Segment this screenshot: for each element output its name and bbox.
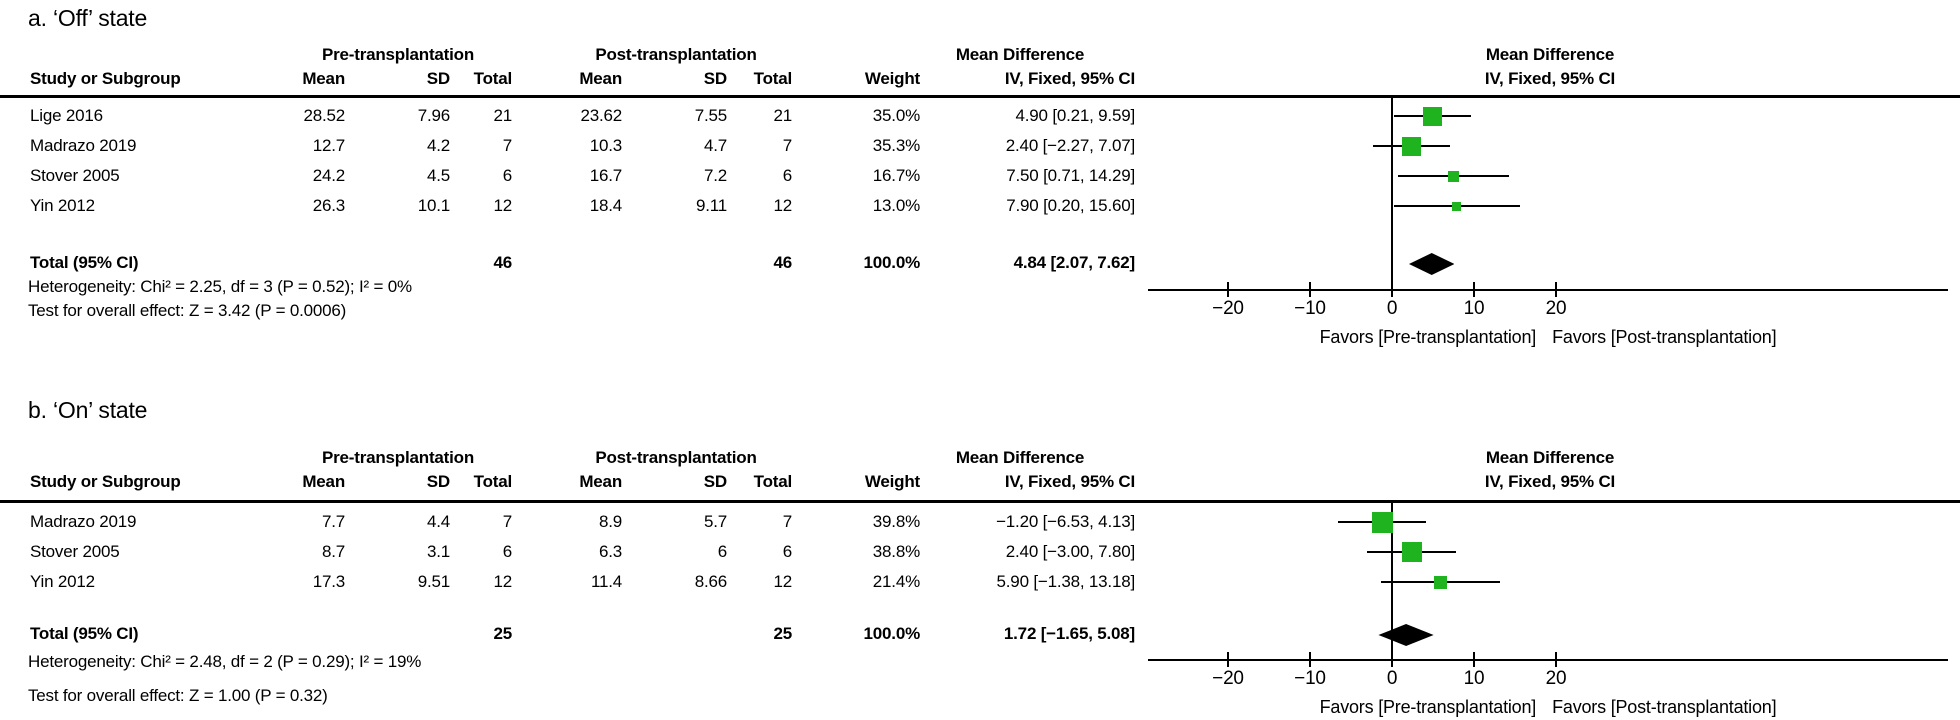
column-header-post-mean: Mean xyxy=(579,69,622,88)
cell-post-mean: 6.3 xyxy=(598,542,622,561)
column-header-pre-total: Total xyxy=(473,69,512,88)
cell-pre-total: 6 xyxy=(502,542,512,561)
cell-post-sd: 7.2 xyxy=(703,166,727,185)
study-name: Yin 2012 xyxy=(30,572,95,591)
cell-ci-text: 2.40 [−3.00, 7.80] xyxy=(1005,542,1135,561)
column-header-post-mean: Mean xyxy=(579,472,622,491)
overall-effect-text: Test for overall effect: Z = 3.42 (P = 0.0006) xyxy=(28,301,347,320)
cell-post-total: 12 xyxy=(773,196,792,215)
effect-square xyxy=(1434,576,1447,589)
cell-pre-mean: 17.3 xyxy=(312,572,345,591)
cell-ci-text: 7.90 [0.20, 15.60] xyxy=(1006,196,1135,215)
cell-pre-total: 12 xyxy=(493,572,512,591)
cell-post-mean: 16.7 xyxy=(589,166,622,185)
column-header-study: Study or Subgroup xyxy=(30,69,181,88)
cell-pre-sd: 3.1 xyxy=(426,542,450,561)
column-header-weight: Weight xyxy=(864,69,920,88)
cell-post-mean: 8.9 xyxy=(598,512,622,531)
cell-pre-total: 6 xyxy=(502,166,512,185)
axis-tick-label: −20 xyxy=(1212,298,1244,319)
cell-ci-text: 7.50 [0.71, 14.29] xyxy=(1006,166,1135,185)
study-row xyxy=(0,537,1960,567)
cell-post-total: 7 xyxy=(782,512,792,531)
study-row xyxy=(0,567,1960,597)
column-header-weight: Weight xyxy=(864,472,920,491)
plot-effect-header: Mean Difference xyxy=(1485,448,1615,467)
header-rule xyxy=(0,500,1960,503)
column-header-post-total: Total xyxy=(753,69,792,88)
study-row xyxy=(0,507,1960,537)
column-header-ci-text: IV, Fixed, 95% CI xyxy=(1004,472,1135,491)
effect-square xyxy=(1402,542,1422,562)
plot-method-header: IV, Fixed, 95% CI xyxy=(1484,472,1616,491)
column-header-pre-sd: SD xyxy=(426,69,450,88)
cell-post-sd: 5.7 xyxy=(703,512,727,531)
cell-post-mean: 10.3 xyxy=(589,136,622,155)
axis-tick-label: 20 xyxy=(1545,668,1567,689)
axis-tick xyxy=(1309,652,1311,667)
cell-post-total: 12 xyxy=(773,572,792,591)
axis-tick xyxy=(1473,652,1475,667)
cell-weight: 16.7% xyxy=(872,166,920,185)
axis-tick xyxy=(1227,652,1229,667)
cell-post-sd: 4.7 xyxy=(703,136,727,155)
cell-ci: 4.84 [2.07, 7.62] xyxy=(1013,253,1135,272)
cell-weight: 100.0% xyxy=(863,624,920,643)
overall-effect-text: Test for overall effect: Z = 1.00 (P = 0.32) xyxy=(28,686,328,705)
cell-post-sd: 6 xyxy=(717,542,727,561)
cell-pre-mean: 24.2 xyxy=(312,166,345,185)
cell-post-sd: 7.55 xyxy=(694,106,727,125)
cell-post-mean: 18.4 xyxy=(589,196,622,215)
column-header-post-sd: SD xyxy=(703,472,727,491)
cell-pre-total: 12 xyxy=(493,196,512,215)
cell-pre-sd: 7.96 xyxy=(417,106,450,125)
effect-header: Mean Difference xyxy=(955,448,1085,467)
cell-pre-total: 46 xyxy=(493,253,512,272)
column-header-post-sd: SD xyxy=(703,69,727,88)
cell-ci-text: 2.40 [−2.27, 7.07] xyxy=(1005,136,1135,155)
plot-method-header: IV, Fixed, 95% CI xyxy=(1484,69,1616,88)
cell-pre-mean: 12.7 xyxy=(312,136,345,155)
cell-ci: 1.72 [−1.65, 5.08] xyxy=(1003,624,1135,643)
group-header-pre: Pre-transplantation xyxy=(321,448,475,467)
study-name: Madrazo 2019 xyxy=(30,136,137,155)
cell-post-total: 21 xyxy=(773,106,792,125)
plot-effect-header: Mean Difference xyxy=(1485,45,1615,64)
total-label: Total (95% CI) xyxy=(30,624,139,643)
cell-weight: 39.8% xyxy=(872,512,920,531)
axis-tick-label: 20 xyxy=(1545,298,1567,319)
cell-weight: 35.3% xyxy=(872,136,920,155)
axis-line xyxy=(1148,659,1948,661)
study-name: Stover 2005 xyxy=(30,166,120,185)
group-header-post: Post-transplantation xyxy=(595,448,757,467)
cell-post-total: 7 xyxy=(782,136,792,155)
cell-post-total: 25 xyxy=(773,624,792,643)
cell-pre-total: 7 xyxy=(502,512,512,531)
favors-right-label: Favors [Post-transplantation] xyxy=(1552,697,1777,717)
effect-square xyxy=(1372,512,1393,533)
cell-post-mean: 23.62 xyxy=(580,106,622,125)
cell-pre-mean: 7.7 xyxy=(321,512,345,531)
column-header-post-total: Total xyxy=(753,472,792,491)
study-name: Madrazo 2019 xyxy=(30,512,137,531)
cell-weight: 35.0% xyxy=(872,106,920,125)
study-name: Yin 2012 xyxy=(30,196,95,215)
favors-left-label: Favors [Pre-transplantation] xyxy=(1319,327,1537,347)
axis-tick-label: 10 xyxy=(1463,298,1485,319)
cell-post-mean: 11.4 xyxy=(590,572,622,591)
group-header-pre: Pre-transplantation xyxy=(321,45,475,64)
axis-tick xyxy=(1555,652,1557,667)
cell-ci-text: 4.90 [0.21, 9.59] xyxy=(1015,106,1135,125)
cell-weight: 38.8% xyxy=(872,542,920,561)
group-header-post: Post-transplantation xyxy=(595,45,757,64)
cell-pre-sd: 9.51 xyxy=(417,572,450,591)
cell-pre-sd: 4.5 xyxy=(426,166,450,185)
cell-weight: 21.4% xyxy=(872,572,920,591)
column-header-pre-mean: Mean xyxy=(302,69,345,88)
favors-right-label: Favors [Post-transplantation] xyxy=(1552,327,1777,347)
cell-ci-text: 5.90 [−1.38, 13.18] xyxy=(996,572,1135,591)
cell-pre-mean: 26.3 xyxy=(312,196,345,215)
cell-pre-mean: 28.52 xyxy=(303,106,345,125)
cell-post-sd: 9.11 xyxy=(695,196,727,215)
cell-pre-total: 21 xyxy=(493,106,512,125)
heterogeneity-text: Heterogeneity: Chi² = 2.48, df = 2 (P = 0.29); I² = 19% xyxy=(28,652,422,671)
cell-pre-sd: 10.1 xyxy=(417,196,450,215)
column-header-ci-text: IV, Fixed, 95% CI xyxy=(1004,69,1135,88)
axis-tick-label: −20 xyxy=(1212,668,1244,689)
axis-tick-label: 0 xyxy=(1386,298,1398,319)
cell-post-total: 6 xyxy=(782,166,792,185)
heterogeneity-text: Heterogeneity: Chi² = 2.25, df = 3 (P = 0.52); I² = 0% xyxy=(28,277,412,296)
panel-title: b. ‘On’ state xyxy=(28,397,148,423)
axis-tick xyxy=(1391,652,1393,667)
cell-ci-text: −1.20 [−6.53, 4.13] xyxy=(996,512,1135,531)
cell-post-total: 6 xyxy=(782,542,792,561)
panel-title: a. ‘Off’ state xyxy=(28,5,148,31)
favors-labels xyxy=(1148,696,1948,718)
cell-pre-mean: 8.7 xyxy=(321,542,345,561)
cell-post-total: 46 xyxy=(773,253,792,272)
cell-pre-total: 25 xyxy=(493,624,512,643)
column-header-pre-total: Total xyxy=(473,472,512,491)
column-header-study: Study or Subgroup xyxy=(30,472,181,491)
study-name: Stover 2005 xyxy=(30,542,120,561)
total-row xyxy=(0,623,1960,647)
study-name: Lige 2016 xyxy=(30,106,103,125)
effect-header: Mean Difference xyxy=(955,45,1085,64)
column-header-pre-sd: SD xyxy=(426,472,450,491)
cell-weight: 13.0% xyxy=(872,196,920,215)
cell-pre-sd: 4.2 xyxy=(426,136,450,155)
cell-post-sd: 8.66 xyxy=(694,572,727,591)
axis-tick-label: 10 xyxy=(1463,668,1485,689)
axis-tick-label: −10 xyxy=(1294,668,1326,689)
cell-pre-total: 7 xyxy=(502,136,512,155)
cell-weight: 100.0% xyxy=(863,253,920,272)
column-header-pre-mean: Mean xyxy=(302,472,345,491)
cell-pre-sd: 4.4 xyxy=(426,512,450,531)
total-label: Total (95% CI) xyxy=(30,253,139,272)
axis-tick-label: −10 xyxy=(1294,298,1326,319)
axis-tick-label: 0 xyxy=(1386,668,1398,689)
favors-left-label: Favors [Pre-transplantation] xyxy=(1319,697,1537,717)
